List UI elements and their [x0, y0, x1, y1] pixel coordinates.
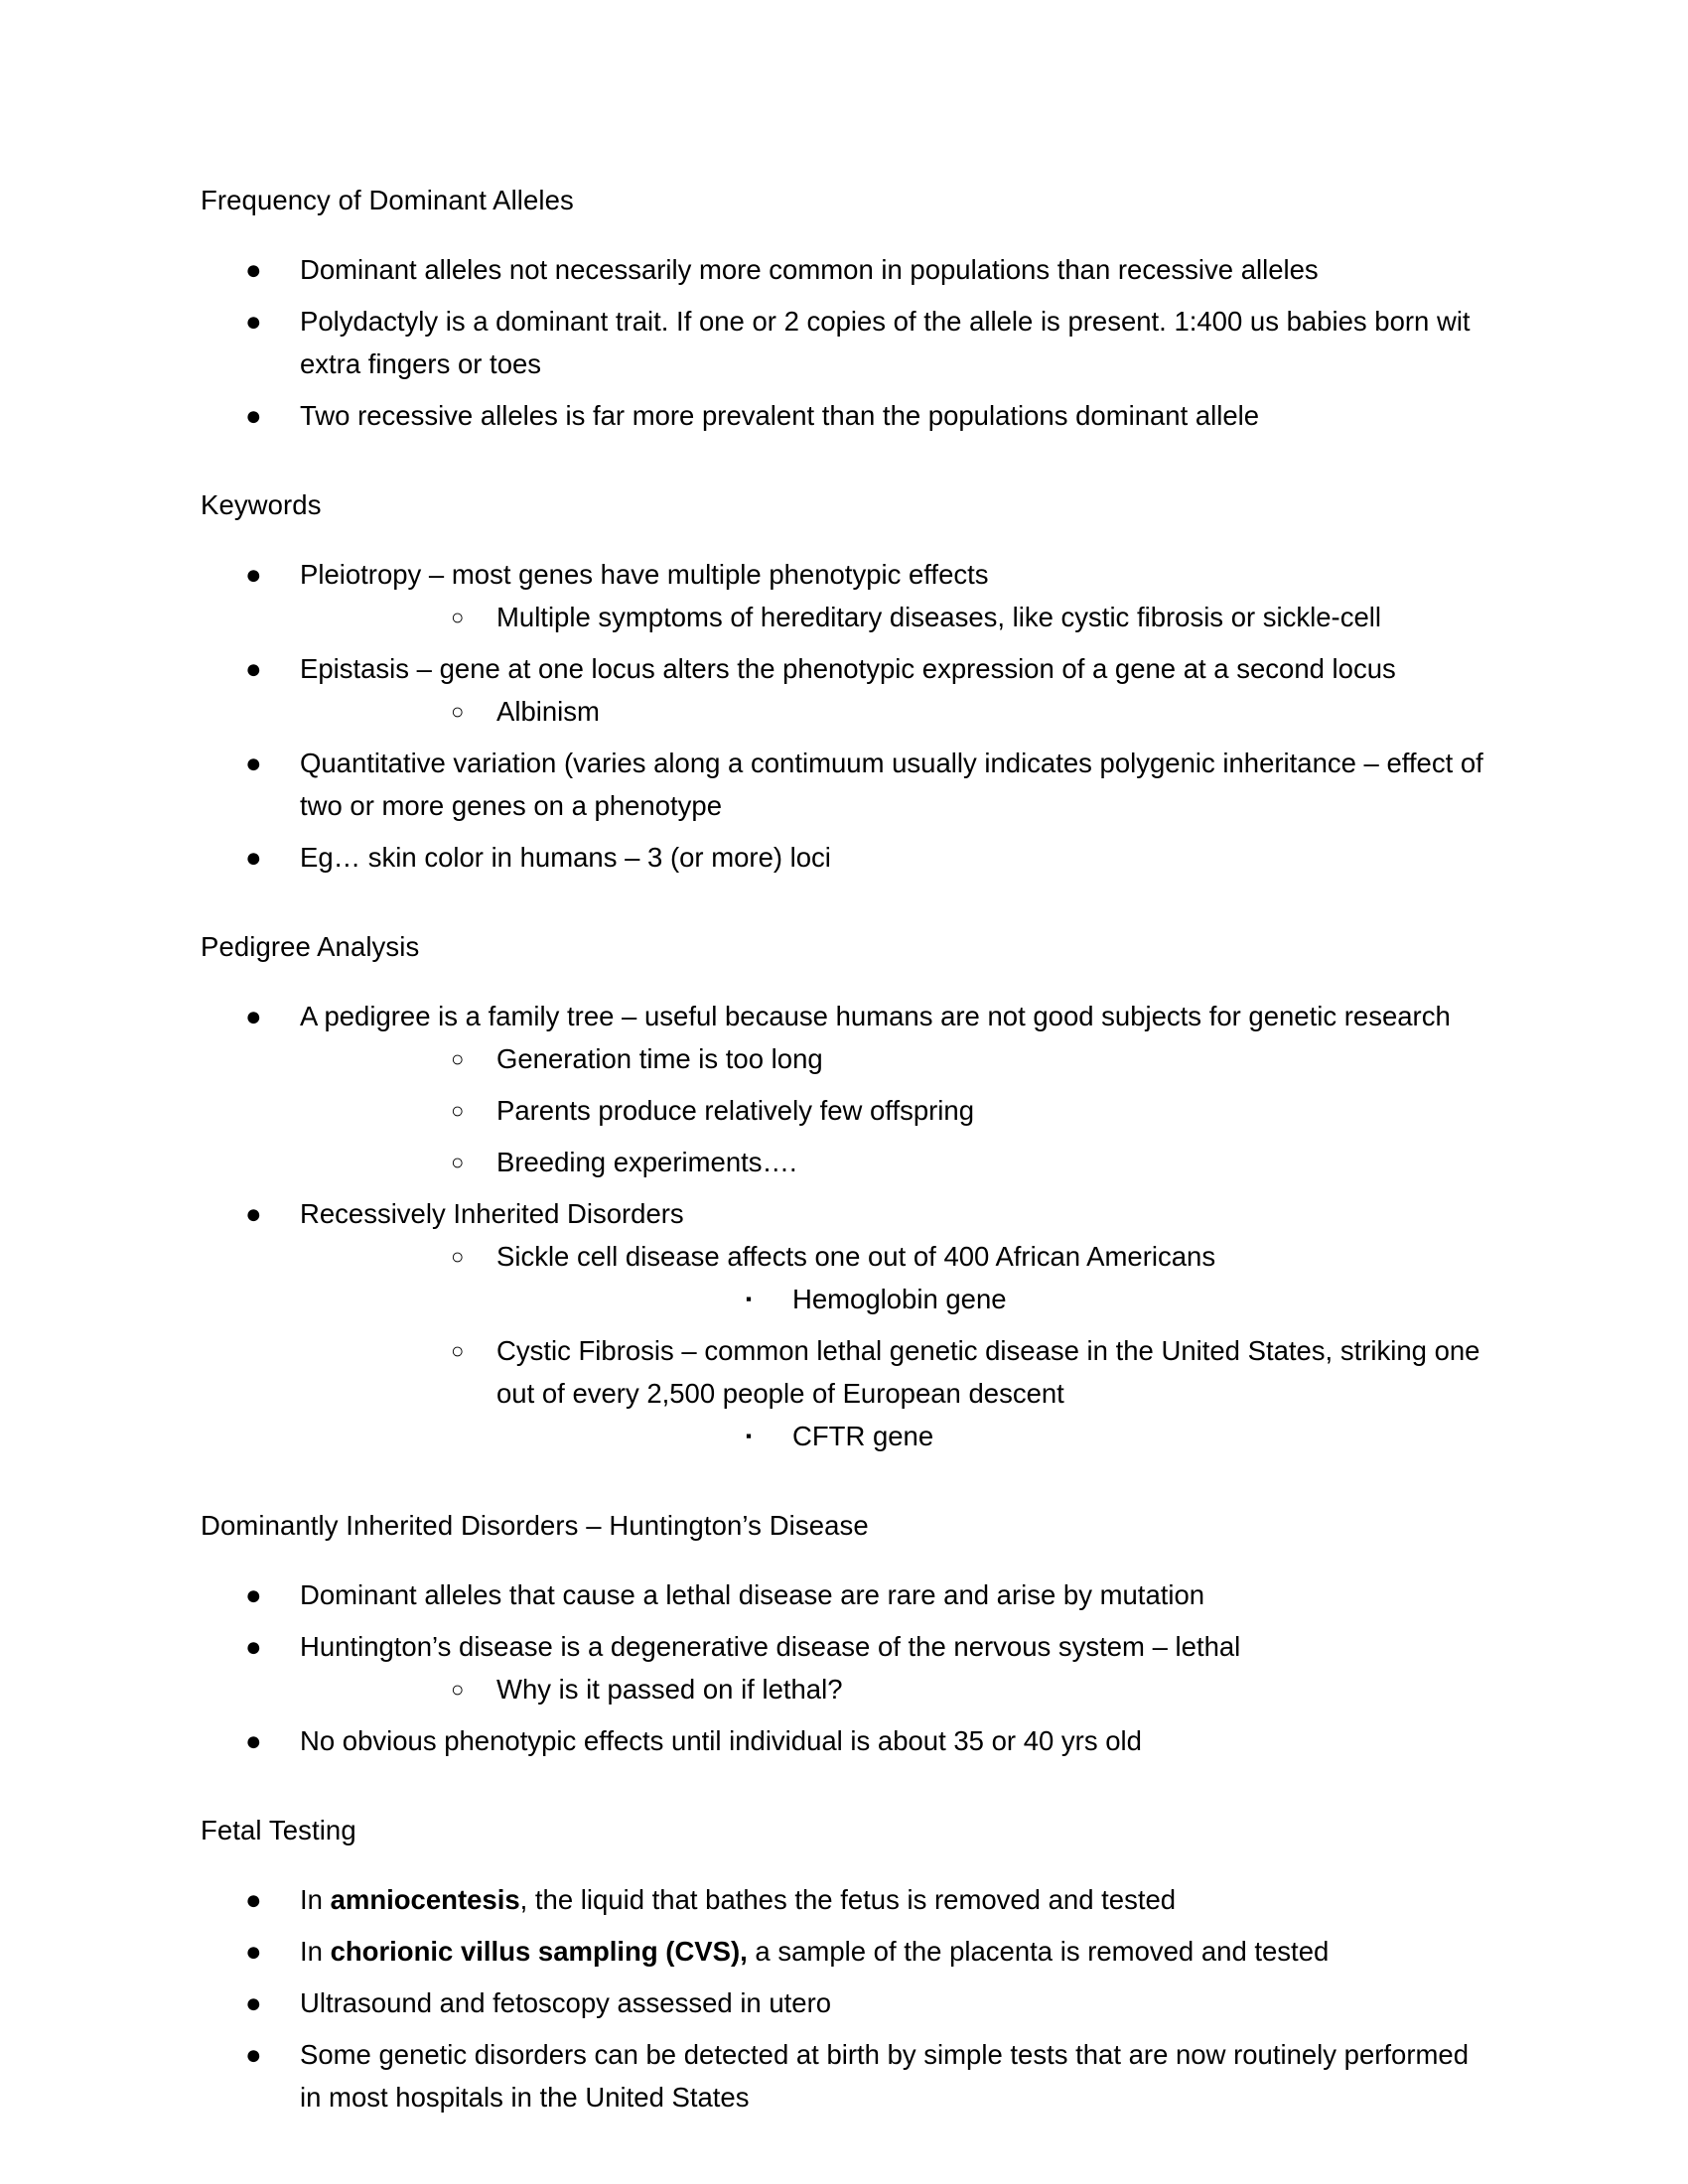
- list-item: [201, 1625, 1486, 1710]
- list-item: [300, 1089, 1486, 1132]
- list-item: [300, 1668, 1486, 1710]
- list-item-text: Albinism: [496, 696, 600, 727]
- list-item-text: Parents produce relatively few offspring: [496, 1095, 974, 1126]
- bullet-list-level-2: [300, 1668, 1486, 1710]
- spacer: [201, 967, 1486, 995]
- list-item: [201, 1981, 1486, 2024]
- spacer: [201, 1850, 1486, 1878]
- list-item-text: Multiple symptoms of hereditary diseases, like cystic fibrosis or sickle-cell: [496, 602, 1381, 632]
- section-heading: Frequency of Dominant Alleles: [201, 185, 574, 215]
- list-item-text: Cystic Fibrosis – common lethal genetic disease in the United States, striking one out of every 2,500 people of European descent: [496, 1335, 1480, 1409]
- spacer: [201, 525, 1486, 553]
- bullet-marker-level-3-icon: ▪: [746, 1427, 753, 1445]
- list-item-text: Two recessive alleles is far more prevalent than the populations dominant allele: [300, 400, 1260, 431]
- bullet-marker-level-2-icon: ○: [451, 699, 465, 724]
- list-item-text: In chorionic villus sampling (CVS), a sample of the placenta is removed and tested: [300, 1936, 1330, 1967]
- bullet-marker-level-1-icon: ●: [245, 254, 262, 285]
- bullet-list-level-2: [300, 1235, 1486, 1457]
- list-item-text: Hemoglobin gene: [792, 1284, 1007, 1314]
- list-item: [201, 1573, 1486, 1616]
- bullet-marker-level-3-icon: ▪: [746, 1290, 753, 1308]
- list-item-text: Dominant alleles not necessarily more common in populations than recessive alleles: [300, 254, 1319, 285]
- list-item-text: Generation time is too long: [496, 1043, 823, 1074]
- list-item-text: Quantitative variation (varies along a contimuum usually indicates polygenic inheritance – effect of two or more genes on a phenotype: [300, 748, 1483, 821]
- bullet-list-level-1: [201, 995, 1486, 1457]
- list-item: [300, 1037, 1486, 1080]
- list-item-text: Polydactyly is a dominant trait. If one or 2 copies of the allele is present. 1:400 us babies born wit extra fingers or toes: [300, 306, 1471, 379]
- list-item: [201, 836, 1486, 879]
- bullet-marker-level-1-icon: ●: [245, 1725, 262, 1756]
- bullet-marker-level-1-icon: ●: [245, 653, 262, 684]
- list-item: [496, 1278, 1486, 1320]
- bullet-list-level-2: [300, 596, 1486, 638]
- list-item: [201, 553, 1486, 638]
- list-item: [300, 1141, 1486, 1183]
- list-item: [496, 1415, 1486, 1457]
- bullet-marker-level-2-icon: ○: [451, 1046, 465, 1071]
- list-item: [201, 1878, 1486, 1921]
- bullet-list-level-2: [300, 1037, 1486, 1183]
- bullet-marker-level-2-icon: ○: [451, 1677, 465, 1702]
- bullet-marker-level-1-icon: ●: [245, 2039, 262, 2070]
- spacer: [201, 446, 1486, 485]
- spacer: [201, 887, 1486, 927]
- bullet-marker-level-2-icon: ○: [451, 1338, 465, 1363]
- section-heading: Keywords: [201, 489, 322, 520]
- bullet-list-level-1: [201, 1878, 1486, 2118]
- list-item: [201, 1930, 1486, 1973]
- list-item: [201, 995, 1486, 1183]
- spacer: [201, 1466, 1486, 1506]
- list-item-text: No obvious phenotypic effects until individual is about 35 or 40 yrs old: [300, 1725, 1142, 1756]
- bullet-marker-level-1-icon: ●: [245, 1884, 262, 1915]
- list-item: [201, 2033, 1486, 2118]
- bullet-marker-level-1-icon: ●: [245, 1198, 262, 1229]
- section-heading: Pedigree Analysis: [201, 931, 420, 962]
- spacer: [201, 1546, 1486, 1573]
- list-item: [300, 1235, 1486, 1320]
- list-item-text: Pleiotropy – most genes have multiple phenotypic effects: [300, 559, 989, 590]
- bullet-marker-level-2-icon: ○: [451, 1244, 465, 1269]
- section-heading: Dominantly Inherited Disorders – Huntington’s Disease: [201, 1510, 869, 1541]
- spacer: [201, 1771, 1486, 1811]
- list-item-text: Why is it passed on if lethal?: [496, 1674, 843, 1705]
- list-item-text: Some genetic disorders can be detected at birth by simple tests that are now routinely performed in most hospitals in the United States: [300, 2039, 1470, 2113]
- list-item: [201, 300, 1486, 385]
- bullet-marker-level-1-icon: ●: [245, 1936, 262, 1967]
- list-item-text: Recessively Inherited Disorders: [300, 1198, 684, 1229]
- list-item: [300, 690, 1486, 733]
- bullet-list-level-1: [201, 553, 1486, 879]
- bullet-marker-level-2-icon: ○: [451, 605, 465, 629]
- bullet-marker-level-1-icon: ●: [245, 1001, 262, 1031]
- bullet-list-level-2: [300, 690, 1486, 733]
- list-item-text: In amniocentesis, the liquid that bathes the fetus is removed and tested: [300, 1884, 1177, 1915]
- bullet-marker-level-1-icon: ●: [245, 306, 262, 337]
- bullet-marker-level-1-icon: ●: [245, 748, 262, 778]
- list-item: [201, 742, 1486, 827]
- list-item-text: Sickle cell disease affects one out of 400 African Americans: [496, 1241, 1216, 1272]
- list-item: [201, 1719, 1486, 1762]
- list-item-text: Breeding experiments….: [496, 1147, 797, 1177]
- bullet-list-level-1: [201, 248, 1486, 437]
- list-item-text: Eg… skin color in humans – 3 (or more) loci: [300, 842, 831, 873]
- bullet-list-level-1: [201, 1573, 1486, 1762]
- bullet-marker-level-1-icon: ●: [245, 842, 262, 873]
- bullet-list-level-3: [496, 1278, 1486, 1320]
- bullet-marker-level-2-icon: ○: [451, 1098, 465, 1123]
- bullet-list-level-3: [496, 1415, 1486, 1457]
- bullet-marker-level-1-icon: ●: [245, 1987, 262, 2018]
- list-item: [201, 394, 1486, 437]
- list-item-text: A pedigree is a family tree – useful because humans are not good subjects for genetic research: [300, 1001, 1451, 1031]
- bullet-marker-level-1-icon: ●: [245, 400, 262, 431]
- list-item-text: Ultrasound and fetoscopy assessed in utero: [300, 1987, 832, 2018]
- list-item: [201, 647, 1486, 733]
- list-item-text: Huntington’s disease is a degenerative disease of the nervous system – lethal: [300, 1631, 1241, 1662]
- list-item-text: Dominant alleles that cause a lethal disease are rare and arise by mutation: [300, 1579, 1205, 1610]
- bullet-marker-level-1-icon: ●: [245, 1579, 262, 1610]
- spacer: [201, 220, 1486, 248]
- list-item: [300, 596, 1486, 638]
- section-heading: Fetal Testing: [201, 1815, 356, 1845]
- document-body: [201, 181, 1486, 2118]
- list-item-text: CFTR gene: [792, 1421, 934, 1451]
- list-item: [201, 1192, 1486, 1457]
- bullet-marker-level-2-icon: ○: [451, 1150, 465, 1174]
- bullet-marker-level-1-icon: ●: [245, 1631, 262, 1662]
- list-item: [201, 248, 1486, 291]
- list-item: [300, 1329, 1486, 1457]
- list-item-text: Epistasis – gene at one locus alters the phenotypic expression of a gene at a second locus: [300, 653, 1396, 684]
- bullet-marker-level-1-icon: ●: [245, 559, 262, 590]
